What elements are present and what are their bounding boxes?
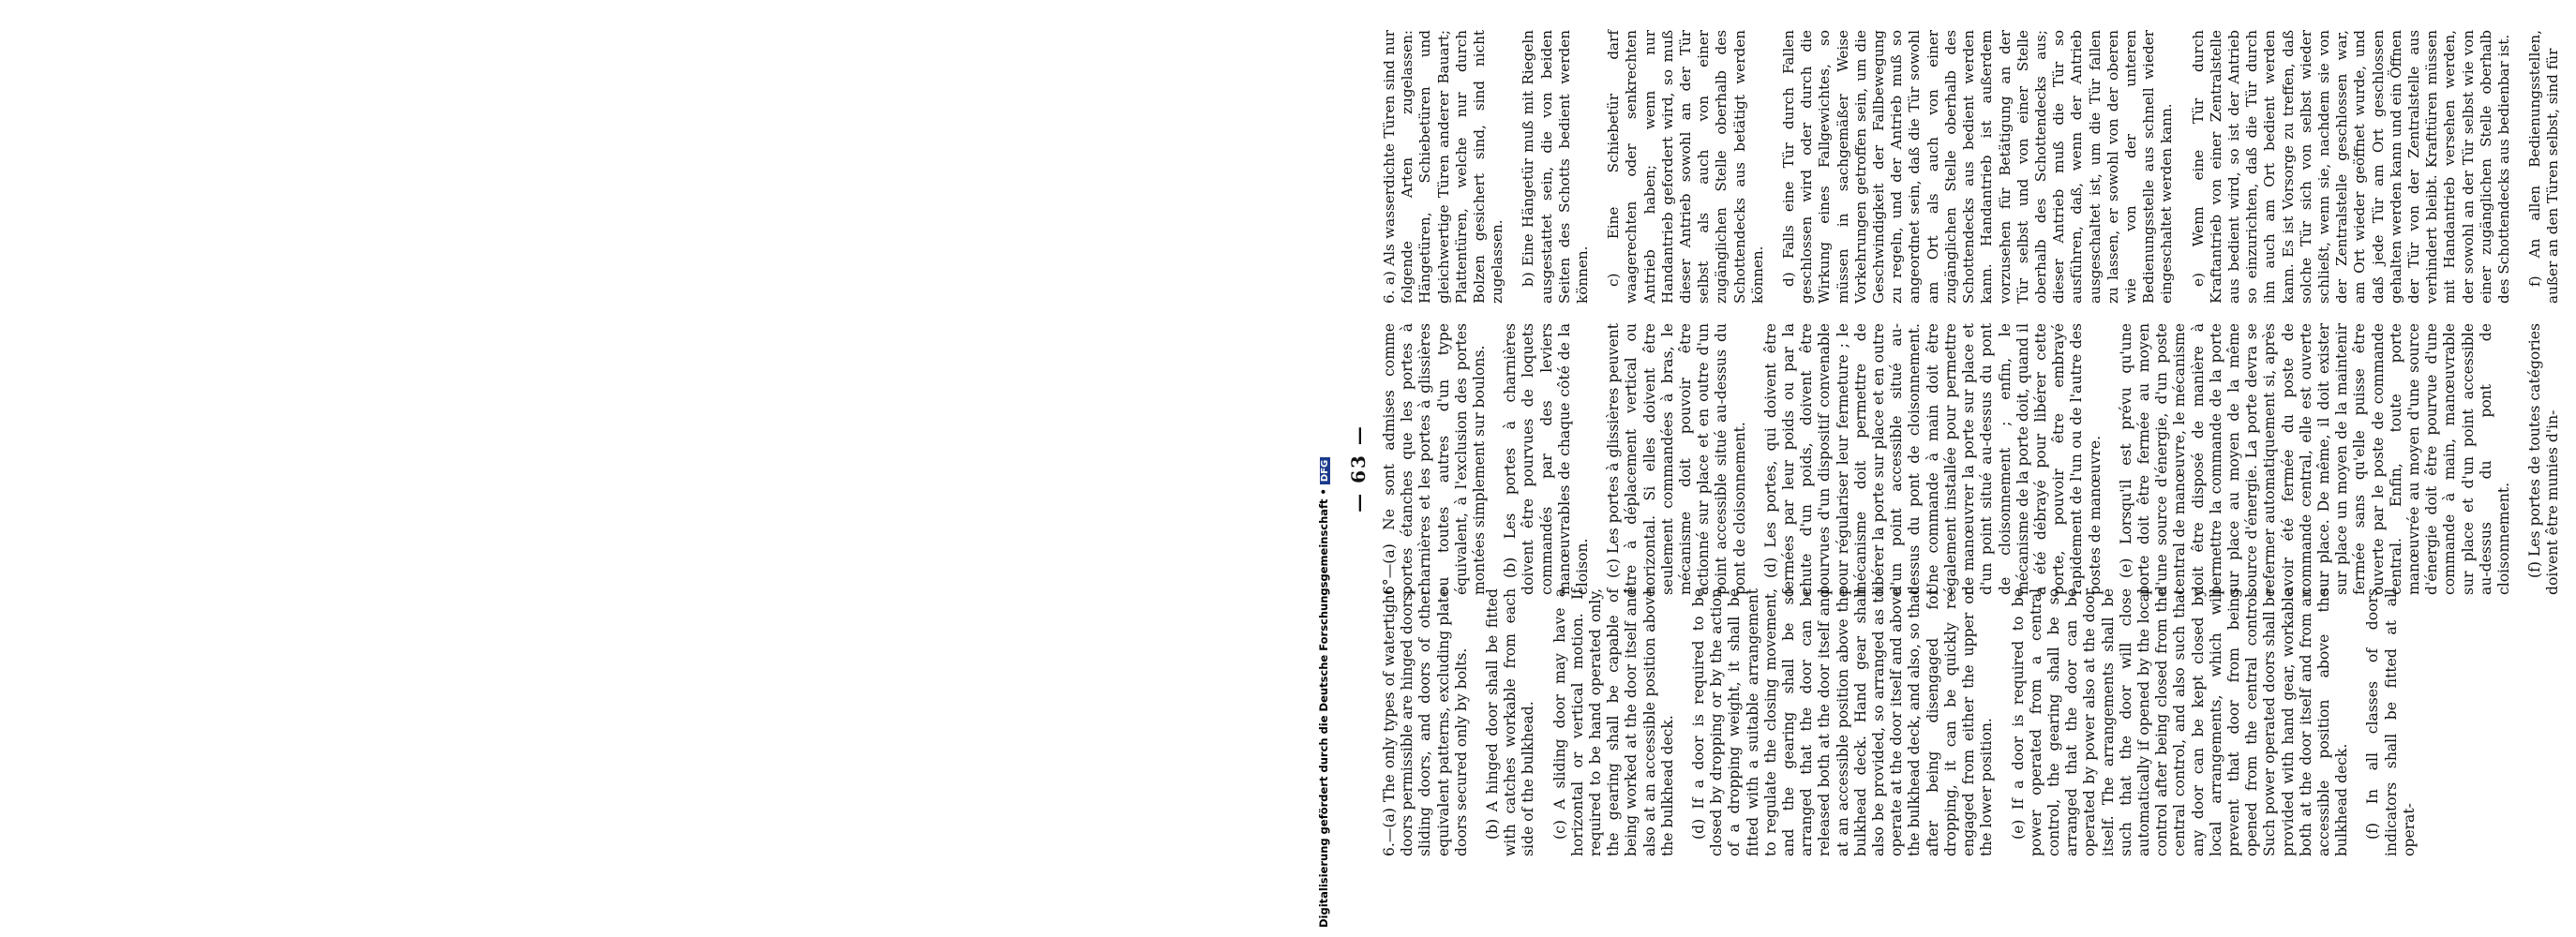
fr-paragraph-b: (b) Les portes à charnières doivent être pourvues de loquets commandés par des leviers manœuvrables de chaque côté de la cloison. xyxy=(1502,323,1592,595)
digitization-text: Digitalisierung gefördert durch die Deutsche Forschungsgemeinschaft • xyxy=(1317,488,1330,928)
en-paragraph-d: (d) If a door is required to be closed by dropping or by the action of a dropping weight, it shall be fitted with a suitable arrangement to regulate the closing movement, and the gearing shall be so arranged that the door can be released both at the door itself and at an accessible position above the bulkhead deck. Hand gear shall also be provided, so arranged as to operate at the door itself and above the bulkhead deck, and also, so that after being disengaged for dropping, it can be quickly re-engaged from either the upper or the lower position. xyxy=(1690,588,1996,856)
en-paragraph-c: (c) A sliding door may have a horizontal or vertical motion. If required to be hand operated only, the gearing shall be capable of being worked at the door itself and also at an accessible position above the bulkhead deck. xyxy=(1550,588,1676,856)
page-number: — 63 — xyxy=(1347,424,1370,513)
fr-paragraph-e: (e) Lorsqu'il est prévu qu'une porte doit être fermée au moyen d'une source d'énergie, d'un poste central de manœuvre, le mécanisme doit être disposé de manière à permettre la commande de la porte sur place au moyen de la même source d'énergie. La porte devra se refermer automatiquement si, après avoir été fermée du poste de commande central, elle est ouverte sur place. De même, il doit exister sur place un moyen de la maintenir fermée sans qu'elle puisse être ouverte par le poste de commande central. Enfin, toute porte manœuvrée au moyen d'une source d'énergie doit être pourvue d'une commande à main, manœuvrable sur place et d'un point accessible au-dessus du pont de cloisonnement. xyxy=(2117,323,2512,595)
fr-paragraph-f: (f) Les portes de toutes catégories doivent être munies d'in- xyxy=(2526,323,2562,595)
de-paragraph-f: f) An allen Bedienungsstellen, außer an den Türen selbst, sind für xyxy=(2526,30,2562,304)
english-column xyxy=(1381,588,2432,856)
de-paragraph-d: d) Falls eine Tür durch Fallen geschlossen wird oder durch die Wirkung eines Fallgewichtes, so müssen in sachgemäßer Weise Vorkehrungen getroffen sein, um die Geschwindigkeit der Fallbewegung zu regeln, und der Antrieb muß so angeordnet sein, daß die Tür sowohl am Ort als auch von einer zugänglichen Stelle oberhalb des Schottendecks aus bedient werden kann. Handantrieb ist außerdem vorzusehen für Betätigung an der Tür selbst und von einer Stelle oberhalb des Schottendecks aus; dieser Antrieb muß die Tür so ausführen, daß, wenn der Antrieb ausgeschaltet ist, um die Tür fallen zu lassen, er sowohl von der oberen wie von der unteren Bedienungsstelle aus schnell wieder eingeschaltet werden kann. xyxy=(1780,30,2176,304)
fr-paragraph-c: (c) Les portes à glissières peuvent être à déplacement vertical ou horizontal. Si elles doivent être seulement commandées à bras, le mécanisme doit pouvoir être actionné sur place et en outre d'un point accessible situé au-dessus du pont de cloisonnement. xyxy=(1605,323,1748,595)
de-paragraph-b: b) Eine Hängetür muß mit Riegeln ausgestattet sein, die von beiden Seiten des Schotts bedient werden können. xyxy=(1520,30,1592,304)
en-paragraph-b: (b) A hinged door shall be fitted with catches workable from each side of the bulkhead. xyxy=(1484,588,1537,856)
de-paragraph-6a: 6. a) Als wasserdichte Türen sind nur folgende Arten zugelassen: Hängetüren, Schiebetüren und gleichwertige Türen anderer Bauart; Plattentüren, welche nur durch Bolzen gesichert sind, sind nicht zugelassen. xyxy=(1381,30,1506,304)
fr-paragraph-6a: 6°—(a) Ne sont admises comme portes étanches que les portes à charnières et les portes à glissières ou toutes autres d'un type équivalent, à l'exclusion des portes montées simplement sur boulons. xyxy=(1381,323,1489,595)
rotated-page-content xyxy=(1261,0,2562,937)
en-paragraph-e: (e) If a door is required to be power operated from a central control, the gearing shall be so arranged that the door can be operated by power also at the door itself. The arrangements shall be such that the door will close automatically if opened by the local control after being closed from the central control, and also such that any door can be kept closed by local arrangements, which will prevent that door from being opened from the central control. Such power operated doors shall be provided with hand gear, workable both at the door itself and from an accessible position above the bulkhead deck. xyxy=(2009,588,2351,856)
de-paragraph-e: e) Wenn eine Tür durch Kraftantrieb von einer Zentralstelle aus bedient wird, so ist der Antrieb so einzurichten, daß die Tür durch ihn auch am Ort bedient werden kann. Es ist Vorsorge zu treffen, daß solche Tür sich von selbst wieder schließt, wenn sie, nachdem sie von der Zentralstelle geschlossen war, am Ort wieder geöffnet wurde, und daß jede Tür am Ort geschlossen gehalten werden kann und ein Öffnen der Tür von der Zentralstelle aus verhindert bleibt. Krafttüren müssen mit Handantrieb versehen werden, der sowohl an der Tür selbst wie von einer zugänglichen Stelle oberhalb des Schottendecks aus bedienbar ist. xyxy=(2189,30,2512,304)
digitization-note xyxy=(1317,9,1334,928)
de-paragraph-c: c) Eine Schiebetür darf waagerechten oder senkrechten Antrieb haben; wenn nur Handantrieb gefordert wird, so muß dieser Antrieb sowohl an der Tür selbst als auch von einer zugänglichen Stelle oberhalb des Schottendecks aus betätigt werden können. xyxy=(1605,30,1766,304)
french-column xyxy=(1381,323,2576,595)
fr-paragraph-d: (d) Les portes, qui doivent être fermées par leur poids ou par la chute d'un poids, doivent être pourvues d'un dispositif convenable pour régulariser leur fermeture ; le mécanisme doit permettre de libérer la porte sur place et en outre d'un point accessible situé au-dessus du pont de cloisonnement. Une commande à main doit être également installée pour permettre de manœuvrer la porte sur place et d'un point situé au-dessus du pont de cloisonnement ; enfin, le mécanisme de la porte doit, quand il a été débrayé pour libérer cette porte, pouvoir être embrayé rapidement de l'un ou de l'autre des postes de manœuvre. xyxy=(1761,323,2104,595)
german-column xyxy=(1381,30,2576,304)
en-paragraph-6a: 6.—(a) The only types of watertight doors permissible are hinged doors, sliding doors, and doors of other equivalent patterns, excluding plate doors secured only by bolts. xyxy=(1381,588,1470,856)
en-paragraph-f: (f) In all classes of doors indicators shall be fitted at all operat- xyxy=(2364,588,2418,856)
dfg-logo: DFG xyxy=(1320,457,1330,484)
